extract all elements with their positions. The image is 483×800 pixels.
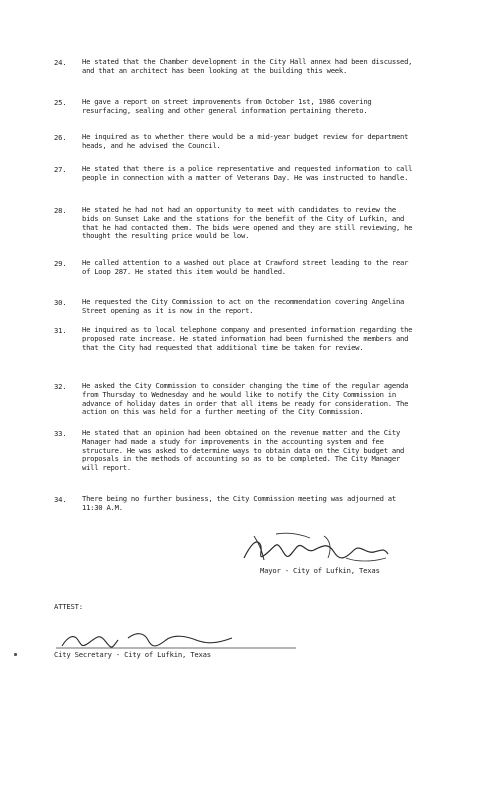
item-number: 27. — [54, 165, 67, 174]
mayor-signature-block — [236, 528, 396, 576]
mayor-caption: Mayor - City of Lufkin, Texas — [260, 566, 380, 575]
item-number: 29. — [54, 259, 67, 268]
secretary-signature — [56, 626, 306, 652]
item-number: 31. — [54, 326, 67, 335]
attest-label: ATTEST: — [54, 602, 83, 611]
item-text: He stated he had not had an opportunity to meet with candidates to review the bids on Sunset Lake and the stations for the benefit of the City of Lufkin, and that he had contacted them. The bids were opened and they are still reviewing, he thought the resulting price would be low. — [82, 205, 417, 241]
mayor-signature — [236, 528, 396, 568]
item-number: 24. — [54, 58, 67, 67]
item-text: He stated that there is a police representative and requested information to call people in connection with a matter of Veterans Day. He was instructed to handle. — [82, 164, 417, 182]
item-number: 28. — [54, 206, 67, 215]
secretary-caption: City Secretary - City of Lufkin, Texas — [54, 650, 211, 659]
secretary-signature-block — [56, 626, 306, 666]
item-number: 32. — [54, 382, 67, 391]
margin-mark — [14, 653, 17, 656]
item-text: He stated that the Chamber development in the City Hall annex had been discussed, and that an architect has been looking at the building this week. — [82, 57, 417, 75]
item-text: He inquired as to local telephone company and presented information regarding the proposed rate increase. He stated information had been furnished the members and that the City had requested that additional time be taken for review. — [82, 325, 417, 352]
item-number: 33. — [54, 429, 67, 438]
item-text: He inquired as to whether there would be a mid-year budget review for department heads, and he advised the Council. — [82, 132, 413, 150]
item-text: There being no further business, the City Commission meeting was adjourned at 11:30 A.M. — [82, 494, 401, 512]
item-text: He called attention to a washed out place at Crawford street leading to the rear of Loop 287. He stated this item would be handled. — [82, 258, 413, 276]
item-text: He requested the City Commission to act on the recommendation covering Angelina Street opening as it is now in the report. — [82, 297, 409, 315]
item-number: 25. — [54, 98, 67, 107]
item-number: 34. — [54, 495, 67, 504]
item-number: 26. — [54, 133, 67, 142]
item-text: He stated that an opinion had been obtained on the revenue matter and the City Manager had made a study for improvements in the accounting system and fee structure. He was asked to determine ways to obtain data on the City budget and proposals in the methods of accounting so as to be completed. The City Manager will report. — [82, 428, 409, 473]
item-text: He asked the City Commission to consider changing the time of the regular agenda from Thursday to Wednesday and he would like to notify the City Commission in advance of holiday dates in order that all items be ready for consideration. The action on this was held for a further meeting of the City Commission. — [82, 381, 413, 417]
item-text: He gave a report on street improvements from October 1st, 1986 covering resurfacing, sealing and other general information pertaining thereto. — [82, 97, 376, 115]
item-number: 30. — [54, 298, 67, 307]
